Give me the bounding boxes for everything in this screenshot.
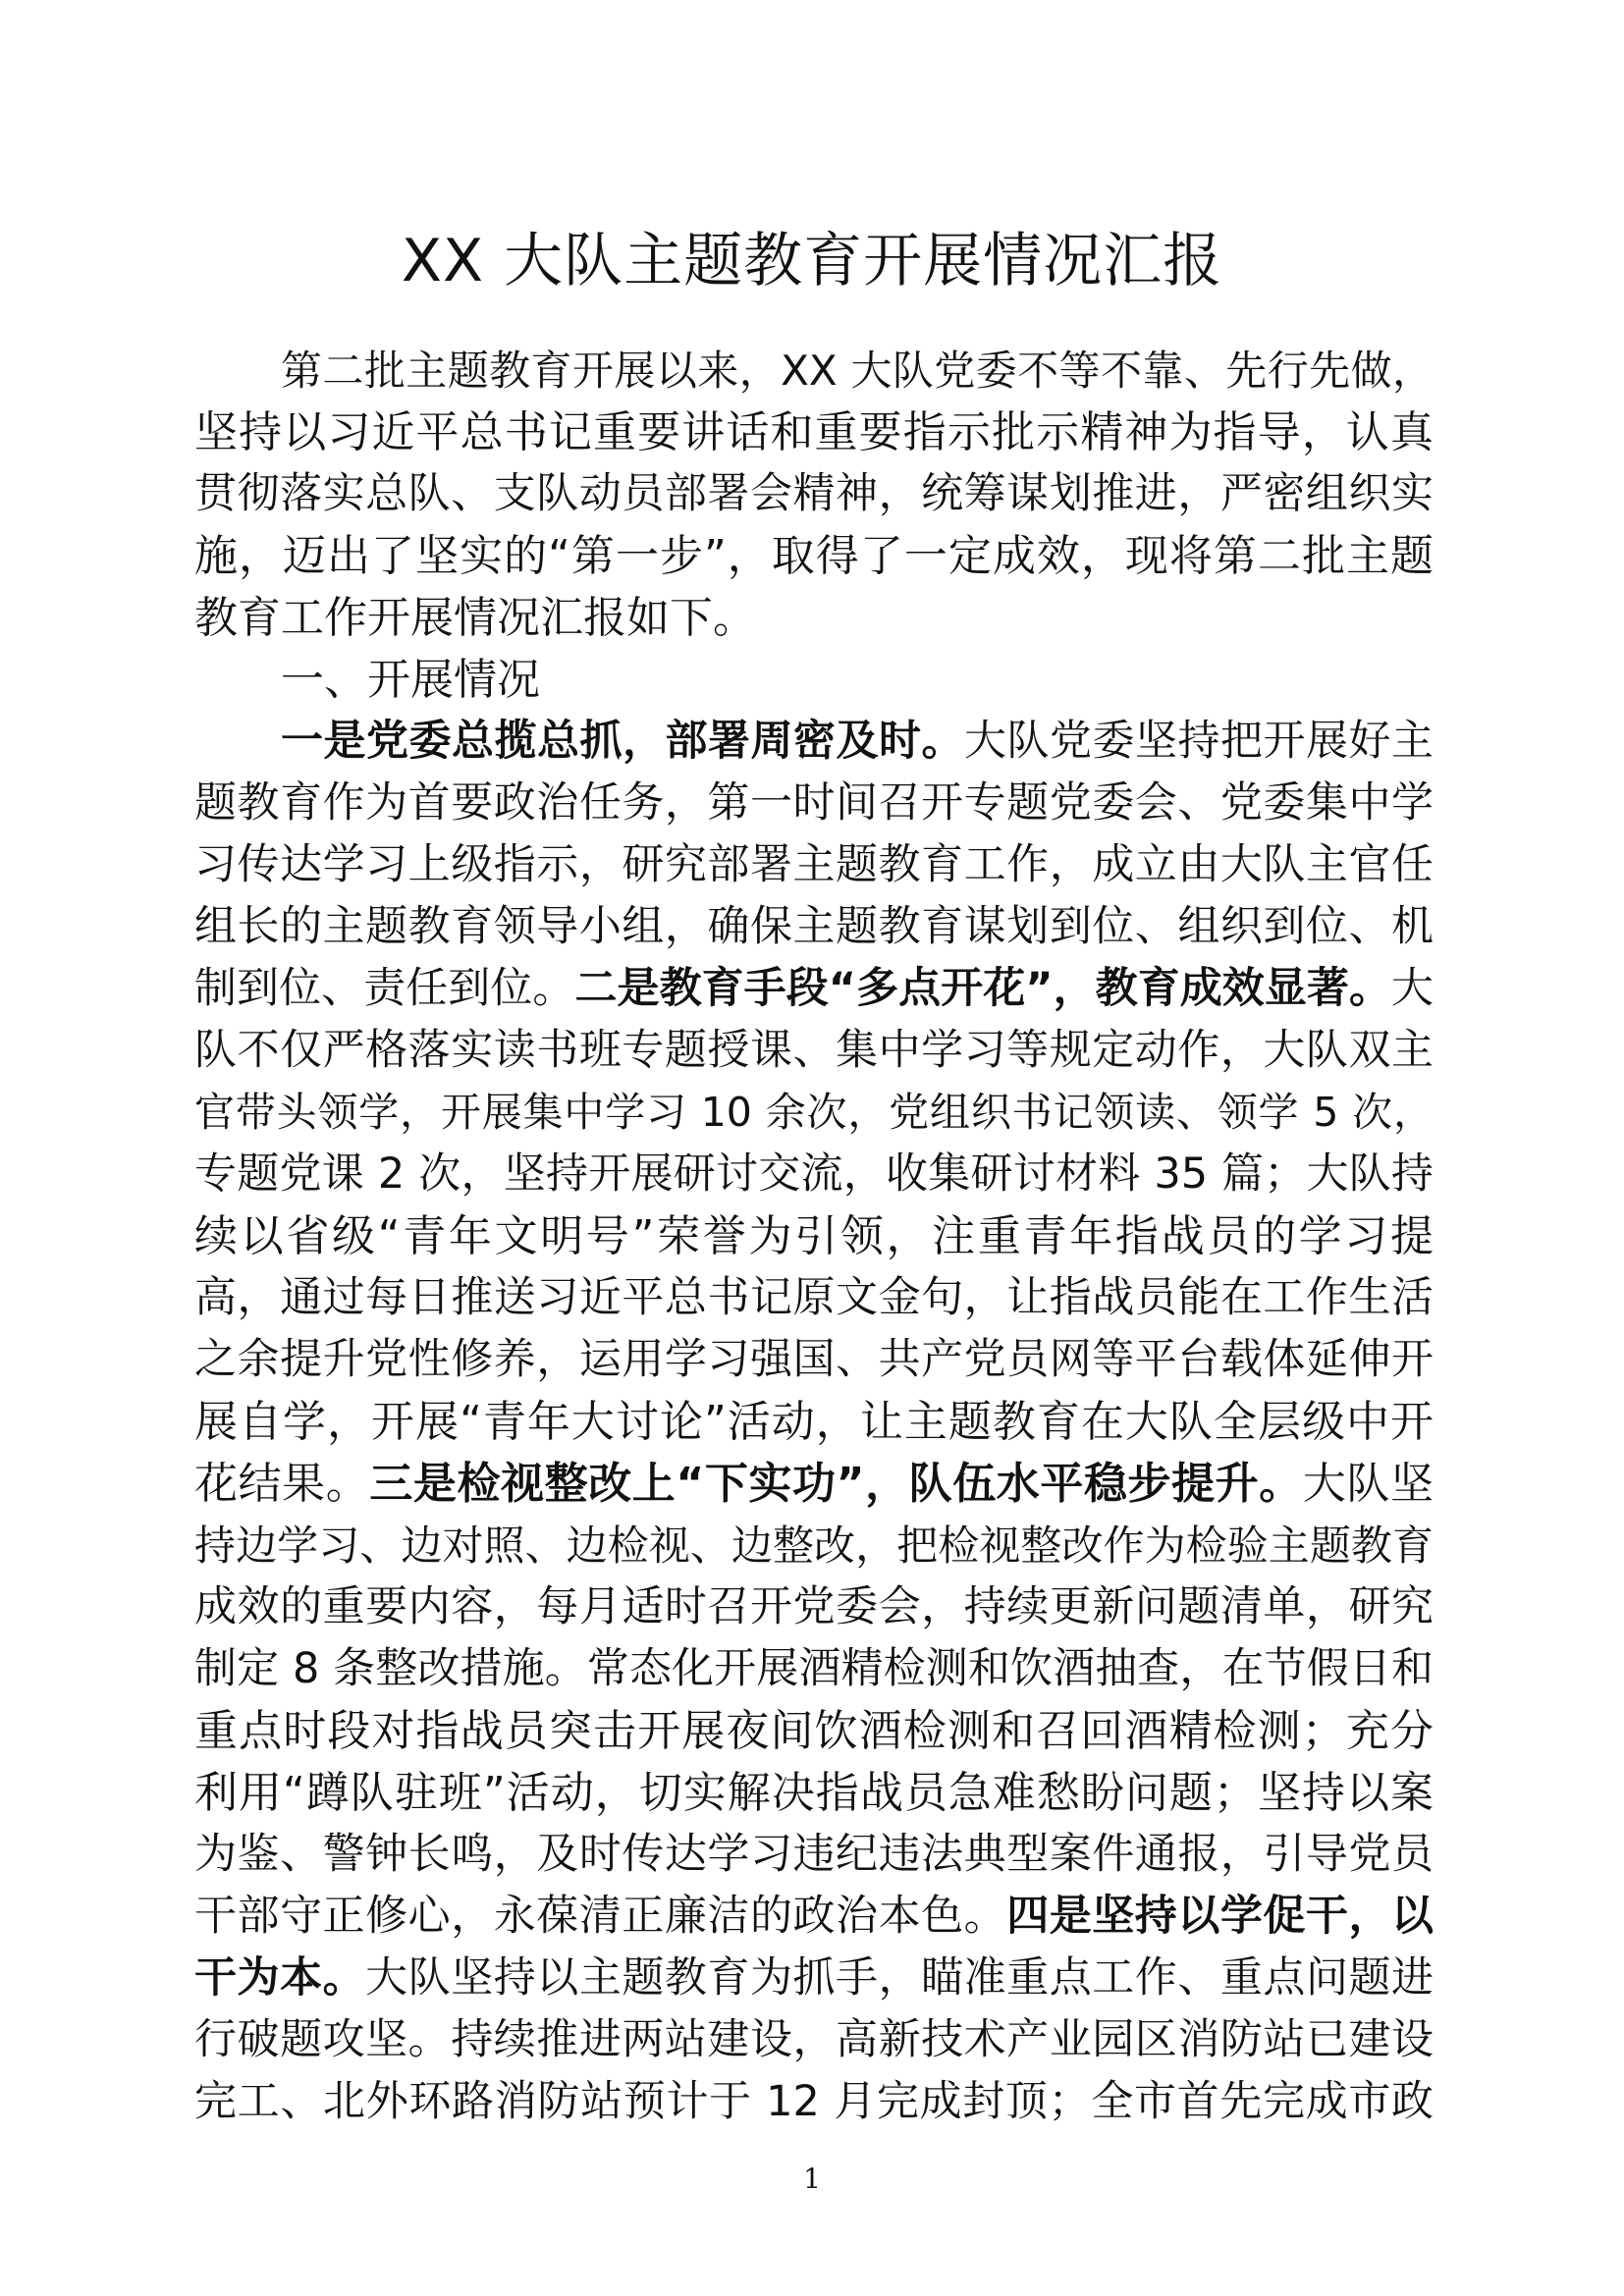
text-line (194, 401, 1434, 463)
text-line (194, 2009, 1434, 2071)
body-text-segment: 续以省级“青年文明号”荣誉为引领，注重青年指战员的学习提 (194, 1211, 1434, 1261)
text-line (194, 1948, 1434, 2009)
bold-heading-text: 三是检视整改上“下实功”，队伍水平稳步提升。 (369, 1459, 1303, 1509)
body-text-segment: 之余提升党性修养，运用学习强国、共产党员网等平台载体延伸开 (194, 1335, 1434, 1384)
text-line (194, 525, 1434, 587)
body-text-segment: 专题党课 2 次，坚持开展研讨交流，收集研讨材料 35 篇；大队持 (194, 1149, 1434, 1199)
text-line (194, 649, 1434, 711)
body-text-segment: 为鉴、警钟长鸣，及时传达学习违纪违法典型案件通报，引导党员 (194, 1830, 1434, 1879)
body-text-segment: 重点时段对指战员突击开展夜间饮酒检测和召回酒精检测；充分 (194, 1706, 1434, 1756)
body-text-segment: 花结果。 (194, 1459, 370, 1509)
text-line (194, 834, 1434, 896)
text-line (194, 1329, 1434, 1391)
text-line (194, 1144, 1434, 1205)
body-text-segment: 大队坚 (1302, 1459, 1434, 1509)
body-text-segment: 大 (1391, 964, 1434, 1013)
body-text-segment: 教育工作开展情况汇报如下。 (194, 593, 756, 643)
body-text-segment: 大队坚持以主题教育为抓手，瞄准重点工作、重点问题进 (365, 1953, 1434, 2002)
body-text-segment: 一、开展情况 (281, 655, 540, 705)
body-text-segment: 行破题攻坚。持续推进两站建设，高新技术产业园区消防站已建设 (194, 2015, 1434, 2064)
body-text-segment: 利用“蹲队驻班”活动，切实解决指战员急难愁盼问题；坚持以案 (194, 1768, 1434, 1818)
text-line (194, 340, 1434, 401)
body-text-segment: 习传达学习上级指示，研究部署主题教育工作，成立由大队主官任 (194, 840, 1434, 889)
body-text-segment: 组长的主题教育领导小组，确保主题教育谋划到位、组织到位、机 (194, 902, 1434, 951)
body-text-segment: 成效的重要内容，每月适时召开党委会，持续更新问题清单，研究 (194, 1582, 1434, 1631)
text-line (194, 1886, 1434, 1948)
body-text-segment: 展自学，开展“青年大讨论”活动，让主题教育在大队全层级中开 (194, 1397, 1434, 1447)
document-title: XX 大队主题教育开展情况汇报 (401, 227, 1223, 295)
body-text-segment: 施，迈出了坚实的“第一步”，取得了一定成效，现将第二批主题 (194, 531, 1434, 581)
body-text-segment: 制到位、责任到位。 (194, 964, 575, 1013)
bold-heading-text: 四是坚持以学促干，以 (1006, 1892, 1434, 1941)
page-number: 1 (803, 2163, 821, 2195)
text-line (194, 896, 1434, 958)
text-line (194, 1391, 1434, 1453)
document-body (194, 340, 1434, 2133)
bold-heading-text: 干为本。 (194, 1953, 366, 2002)
body-text-segment: 干部守正修心，永葆清正廉洁的政治本色。 (194, 1892, 1007, 1941)
body-text-segment: 队不仅严格落实读书班专题授课、集中学习等规定动作，大队双主 (194, 1026, 1434, 1075)
text-line (194, 1020, 1434, 1082)
text-line (194, 1205, 1434, 1267)
text-line (194, 1267, 1434, 1329)
text-line (194, 1082, 1434, 1144)
body-text-segment: 持边学习、边对照、边检视、边整改，把检视整改作为检验主题教育 (194, 1522, 1434, 1570)
body-text-segment: 大队党委坚持把开展好主 (964, 717, 1434, 766)
text-line (194, 1576, 1434, 1638)
body-text-segment: 题教育作为首要政治任务，第一时间召开专题党委会、党委集中学 (194, 778, 1434, 828)
text-line (194, 587, 1434, 649)
body-text-segment: 完工、北外环路消防站预计于 12 月完成封顶；全市首先完成市政 (194, 2077, 1434, 2126)
text-line (194, 1453, 1434, 1515)
text-line (194, 1515, 1434, 1576)
text-line (194, 1638, 1434, 1700)
text-line (194, 2071, 1434, 2133)
text-line (194, 1700, 1434, 1762)
bold-heading-text: 一是党委总揽总抓，部署周密及时。 (281, 717, 964, 766)
body-text-segment: 坚持以习近平总书记重要讲话和重要指示批示精神为指导，认真 (194, 407, 1434, 457)
text-line (194, 711, 1434, 773)
body-text-segment: 官带头领学，开展集中学习 10 余次，党组织书记领读、领学 5 次， (194, 1089, 1434, 1136)
body-text-segment: 高，通过每日推送习近平总书记原文金句，让指战员能在工作生活 (194, 1273, 1434, 1322)
text-line (194, 463, 1434, 525)
body-text-segment: 制定 8 条整改措施。常态化开展酒精检测和饮酒抽查，在节假日和 (194, 1644, 1434, 1693)
text-line (194, 773, 1434, 834)
text-line (194, 1762, 1434, 1824)
body-text-segment: 第二批主题教育开展以来，XX 大队党委不等不靠、先行先做， (281, 347, 1434, 395)
body-text-segment: 贯彻落实总队、支队动员部署会精神，统筹谋划推进，严密组织实 (194, 469, 1434, 518)
bold-heading-text: 二是教育手段“多点开花”，教育成效显著。 (574, 964, 1392, 1013)
text-line (194, 958, 1434, 1020)
text-line (194, 1824, 1434, 1886)
